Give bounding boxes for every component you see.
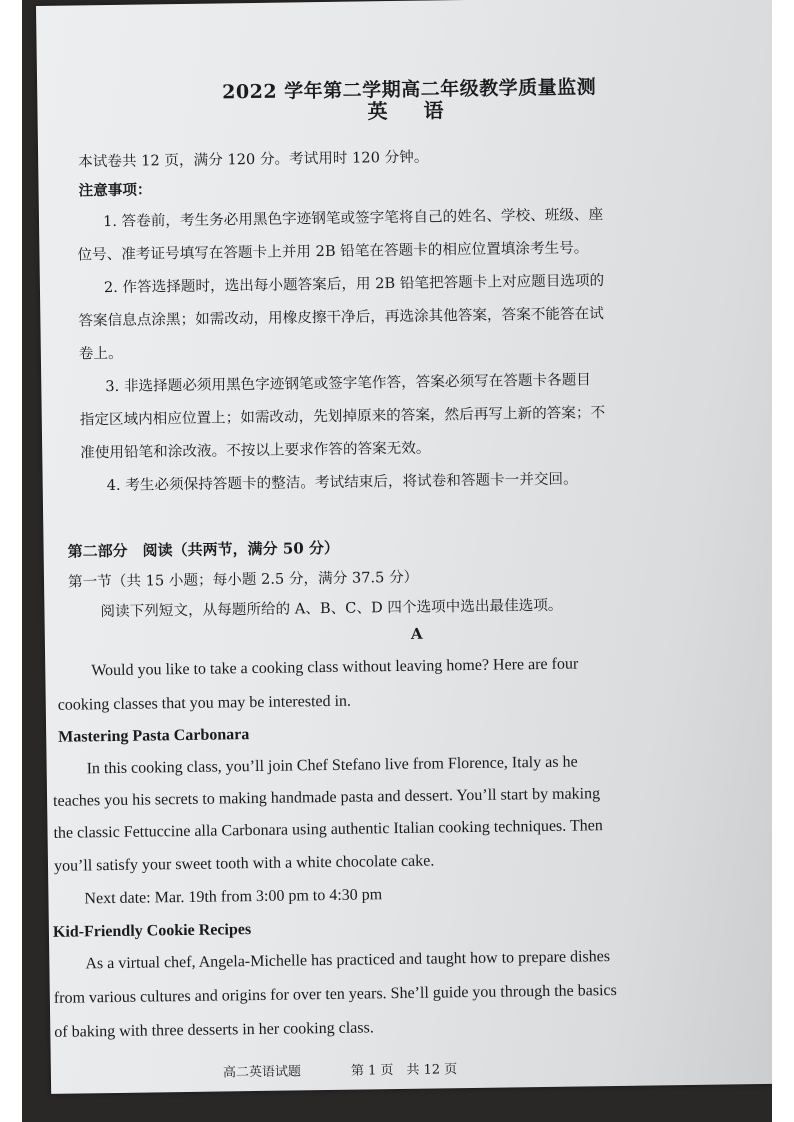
class-description-line: from various cultures and origins for over ten years. She’ll guide you through the basics xyxy=(53,981,617,1007)
note-line: 位号、准考证号填写在答题卡上并用 2B 铅笔在答题卡的相应位置填涂考生号。 xyxy=(77,239,589,264)
class-description-line: In this cooking class, you’ll join Chef Stefano live from Florence, Italy as he xyxy=(86,753,578,778)
page-edge xyxy=(772,0,794,1122)
passage-intro-line: cooking classes that you may be interested in. xyxy=(57,692,352,714)
reading-instruction: 阅读下列短文，从每题所给的 A、B、C、D 四个选项中选出最佳选项。 xyxy=(100,596,563,621)
note-line: 1. 答卷前，考生务必用黑色字迹钢笔或签字笔将自己的姓名、学校、班级、座 xyxy=(102,206,604,231)
class-description-line: you’ll satisfy your sweet tooth with a white chocolate cake. xyxy=(53,852,435,875)
scan-frame xyxy=(22,0,772,1122)
note-line: 2. 作答选择题时，选出每小题答案后，用 2B 铅笔把答题卡上对应题目选项的 xyxy=(103,272,605,297)
note-line: 4. 考生必须保持答题卡的整洁。考试结束后，将试卷和答题卡一并交回。 xyxy=(106,470,578,495)
section-heading: 第二部分 阅读（共两节，满分 50 分） xyxy=(67,538,340,561)
class-heading: Mastering Pasta Carbonara xyxy=(58,726,250,746)
subsection-heading: 第一节（共 15 小题；每小题 2.5 分，满分 37.5 分） xyxy=(67,568,419,591)
class-description-line: teaches you his secrets to making handmade pasta and dessert. You’ll start by making xyxy=(52,785,601,810)
note-line: 3. 非选择题必须用黑色字迹钢笔或签字笔作答，答案必须写在答题卡各题目 xyxy=(105,371,591,396)
passage-label: A xyxy=(410,624,423,643)
subject-title: 英 语 xyxy=(367,98,452,124)
note-line: 卷上。 xyxy=(78,344,123,363)
class-date: Next date: Mar. 19th from 3:00 pm to 4:30 pm xyxy=(84,886,383,908)
class-description-line: of baking with three desserts in her cooking class. xyxy=(54,1019,374,1041)
exam-title: 2022 学年第二学期高二年级教学质量监测 xyxy=(222,76,597,104)
note-line: 指定区域内相应位置上；如需改动，先划掉原来的答案，然后再写上新的答案；不 xyxy=(79,404,606,429)
note-line: 答案信息点涂黑；如需改动，用橡皮擦干净后，再选涂其他答案，答案不能答在试 xyxy=(78,305,604,330)
note-line: 准使用铅笔和涂改液。不按以上要求作答的答案无效。 xyxy=(80,439,431,462)
footer-exam-name: 高二英语试题 xyxy=(222,1064,302,1081)
class-description-line: the classic Fettuccine alla Carbonara using authentic Italian cooking techniques. Then xyxy=(53,817,603,842)
notes-heading: 注意事项： xyxy=(78,181,152,200)
class-description-line: As a virtual chef, Angela-Michelle has practiced and taught how to prepare dishes xyxy=(85,948,611,973)
class-heading: Kid-Friendly Cookie Recipes xyxy=(52,921,252,941)
passage-intro-line: Would you like to take a cooking class without leaving home? Here are four xyxy=(91,655,579,680)
footer-page-number: 第 1 页 共 12 页 xyxy=(350,1062,458,1079)
exam-paper xyxy=(36,0,772,1094)
exam-intro: 本试卷共 12 页，满分 120 分。考试用时 120 分钟。 xyxy=(78,148,429,171)
